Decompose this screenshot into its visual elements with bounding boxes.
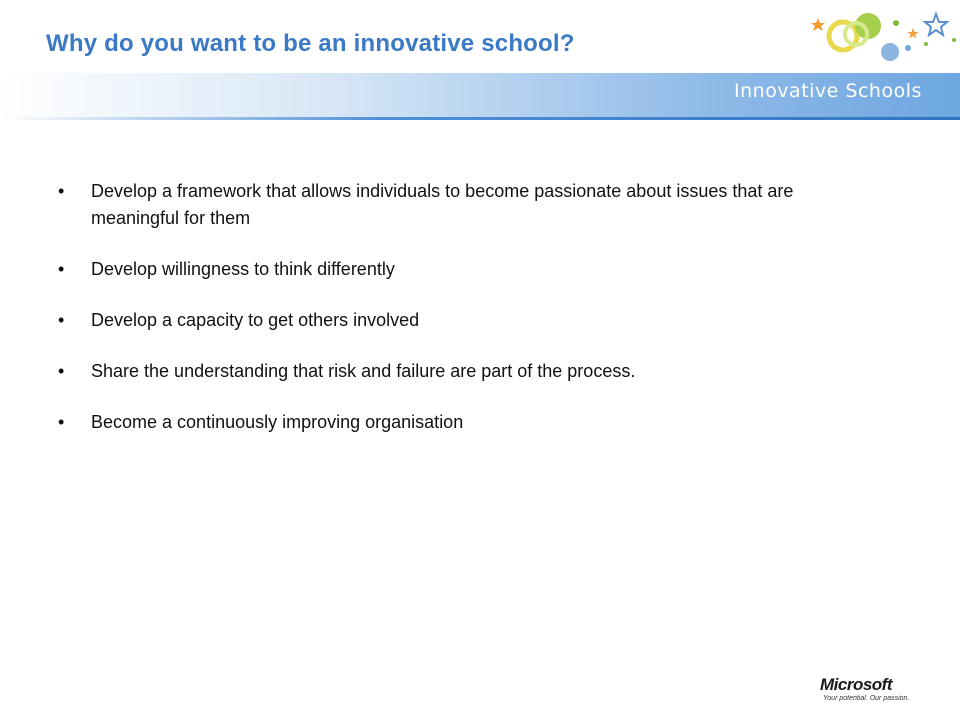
outline-star-icon [925,14,947,35]
list-item [58,358,878,385]
bullet-text: Become a continuously improving organisation [91,412,464,432]
slide-title: Why do you want to be an innovative school? [46,30,575,57]
orange-star-icon [811,18,825,31]
banner-label: Innovative Schools [734,80,922,102]
tiny-dot [952,38,956,42]
list-item [58,409,878,436]
small-green-dot [893,20,899,26]
microsoft-logo [820,676,916,710]
bullet-dot: • [58,412,65,432]
small-blue-dot [905,45,911,51]
bullet-list [58,178,878,460]
small-orange-star-icon [908,28,919,39]
bullet-dot: • [58,259,65,279]
brand-name: Microsoft [820,675,892,694]
list-item [58,307,878,334]
list-item [58,256,878,283]
bullet-dot: • [58,181,65,201]
bullet-dot: • [58,361,65,381]
brand-tagline: Your potential. Our passion. [823,695,910,702]
bullet-dot: • [58,310,65,330]
innovative-schools-logo-icon [808,6,960,72]
bullet-text: Share the understanding that risk and failure are part of the process. [91,361,636,381]
blue-ball [881,43,899,61]
tiny-dot [924,42,928,46]
header-banner-line [0,117,960,120]
list-item [58,178,878,232]
bullet-text: Develop willingness to think differently [91,259,395,279]
bullet-text: Develop a framework that allows individuals to become passionate about issues that are meaningful for them [91,181,794,228]
bullet-text: Develop a capacity to get others involved [91,310,420,330]
